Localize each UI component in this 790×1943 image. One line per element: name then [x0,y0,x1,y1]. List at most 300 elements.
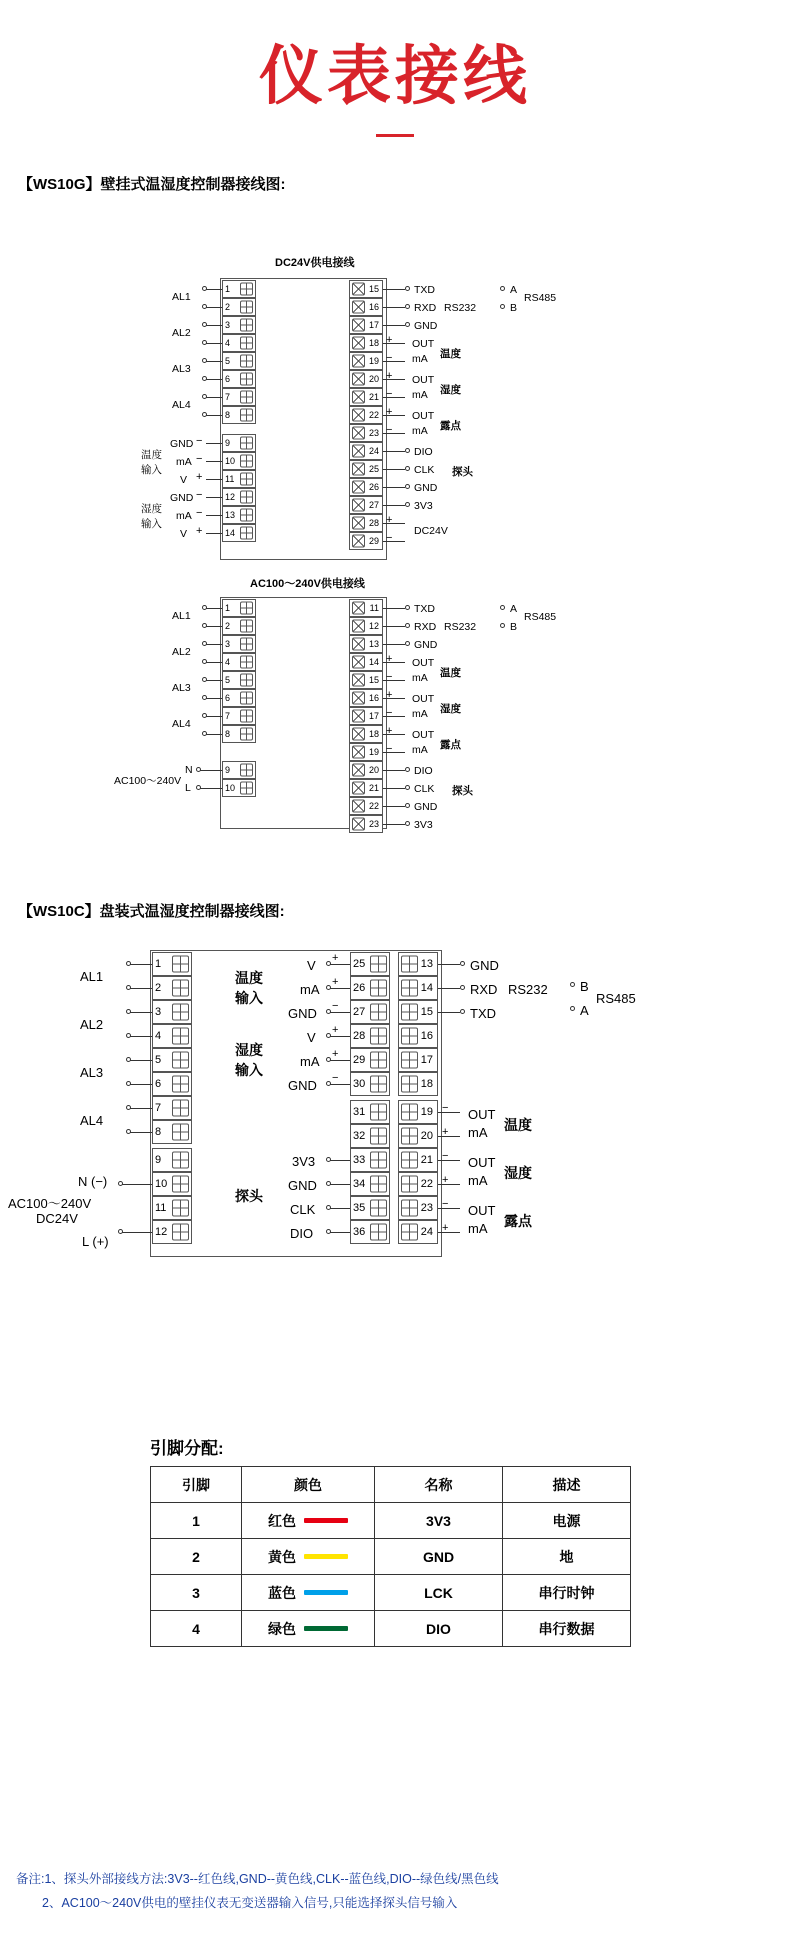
footer-note-2: 2、AC100～240V供电的壁挂仪表无变送器输入信号,只能选择探头信号输入 [42,1895,458,1910]
terminal-number: 18 [368,729,379,739]
right-label-ma-1: mA [468,1125,488,1140]
terminal-number: 11 [155,1202,167,1214]
terminal[interactable] [349,370,383,388]
right-label-temp: 温度 [440,667,461,679]
terminal-number: 11 [369,603,379,613]
terminal-number: 1 [155,958,162,970]
left-label-al3: AL3 [172,363,191,375]
terminal-number: 22 [368,410,379,420]
screw-icon [240,373,253,386]
terminal[interactable] [222,370,256,388]
mid-label-clk: CLK [290,1202,316,1217]
terminal[interactable] [152,952,192,976]
terminal-number: 9 [225,765,231,775]
right-label-gnd: GND [414,639,438,651]
mid-label-ma-2: mA [300,1054,320,1069]
pin-desc: 串行时钟 [503,1575,631,1611]
lead [383,487,405,488]
node [405,803,410,808]
terminal[interactable] [349,815,383,833]
terminal[interactable] [349,761,383,779]
terminal-number: 21 [368,392,379,402]
terminal[interactable] [350,1196,390,1220]
terminal[interactable] [398,952,438,976]
right-label-b: B [510,302,518,314]
lead [206,734,222,735]
left-label-al4: AL4 [172,399,191,411]
left-label-al3: AL3 [172,682,191,694]
terminal[interactable] [222,671,256,689]
terminal[interactable] [398,1048,438,1072]
terminal[interactable] [349,478,383,496]
lead [130,964,152,965]
screw-icon [352,692,365,705]
lead [438,964,460,965]
terminal[interactable] [398,1000,438,1024]
pin-color [242,1503,375,1539]
terminal-number: 12 [368,621,379,631]
node [500,286,505,291]
terminal[interactable] [222,779,256,797]
terminal[interactable] [349,406,383,424]
right-label-probe: 探头 [452,466,473,478]
sign-plus: + [386,406,393,418]
screw-icon [172,1052,189,1069]
lead [206,379,222,380]
right-label-dew: 露点 [440,420,461,432]
right-label-a: A [510,284,518,296]
lead [206,608,222,609]
terminal[interactable] [222,653,256,671]
screw-icon [352,301,365,314]
sign-plus: + [386,514,393,526]
right-label-out-2: OUT [412,693,435,705]
screw-icon [352,656,365,669]
lead [330,964,350,965]
node [405,466,410,471]
terminal[interactable] [349,532,383,550]
right-label-ma-2: mA [468,1173,488,1188]
sign-plus: + [196,525,203,537]
screw-icon [240,527,253,540]
node [202,322,207,327]
terminal-number: 20 [420,1130,433,1142]
terminal[interactable] [349,334,383,352]
terminal[interactable] [349,496,383,514]
screw-icon [401,1176,418,1193]
mid-label-v-1: V [307,958,316,973]
table-row [151,1611,631,1647]
screw-icon [352,728,365,741]
terminal-number: 27 [353,1006,366,1018]
terminal[interactable] [350,1220,390,1244]
terminal-number: 17 [368,320,379,330]
screw-icon [401,1104,418,1121]
sign-plus: + [332,1024,339,1036]
right-label-clk: CLK [414,783,435,795]
left-label-hum-input-2: 湿度 [141,503,162,515]
node [326,1081,331,1086]
terminal[interactable] [222,334,256,352]
screw-icon [352,355,365,368]
right-label-out-1: OUT [412,657,435,669]
screw-icon [352,499,365,512]
terminal[interactable] [222,406,256,424]
terminal[interactable] [398,1024,438,1048]
pin-number: 1 [151,1503,242,1539]
pin-color-name: 黄色 [268,1548,296,1565]
left-label-ac-supply: AC100～240V [8,1196,92,1211]
terminal[interactable] [350,1124,390,1148]
terminal[interactable] [222,280,256,298]
terminal-number: 2 [155,982,162,994]
node [126,1081,131,1086]
terminal[interactable] [222,316,256,334]
terminal-number: 17 [420,1054,433,1066]
pin-name: 3V3 [375,1503,503,1539]
terminal[interactable] [152,1096,192,1120]
terminal[interactable] [222,506,256,524]
node [326,1057,331,1062]
lead [330,1232,350,1233]
screw-icon [352,620,365,633]
screw-icon [240,437,253,450]
lead [206,325,222,326]
lead [383,824,405,825]
terminal[interactable] [349,298,383,316]
lead [438,1012,460,1013]
wire-swatch-red [304,1518,348,1523]
mid-label-input-1: 输入 [235,990,263,1006]
right-label-rxd: RXD [414,621,437,633]
left-label-ac-supply: AC100～240V [114,775,182,787]
right-label-ma-2: mA [412,389,428,401]
terminal-number: 4 [225,657,231,667]
node [126,1057,131,1062]
section-heading-ws10g: 【WS10G】壁挂式温湿度控制器接线图: [18,176,286,194]
sign-plus: + [386,689,393,701]
terminal-number: 32 [353,1130,366,1142]
terminal[interactable] [398,1172,438,1196]
sign-plus: + [386,370,393,382]
terminal-number: 22 [368,801,379,811]
terminal[interactable] [222,352,256,370]
lead [206,479,222,480]
terminal[interactable] [350,1172,390,1196]
pin-color [242,1575,375,1611]
terminal[interactable] [152,1148,192,1172]
terminal[interactable] [222,470,256,488]
terminal[interactable] [398,1148,438,1172]
lead [383,770,405,771]
terminal[interactable] [349,388,383,406]
terminal[interactable] [349,689,383,707]
lead [383,788,405,789]
terminal[interactable] [349,617,383,635]
lead [330,988,350,989]
sign-minus: − [442,1198,449,1210]
sign-plus: + [386,725,393,737]
terminal[interactable] [222,689,256,707]
right-label-ma-2: mA [412,708,428,720]
terminal[interactable] [222,707,256,725]
diagram-ws10g-dc24v [0,254,790,569]
table-header-row [151,1467,631,1503]
terminal[interactable] [349,725,383,743]
screw-icon [172,1028,189,1045]
terminal-number: 28 [368,518,379,528]
terminal[interactable] [349,460,383,478]
sign-minus: − [386,424,393,436]
screw-icon [240,764,253,777]
col-name: 名称 [375,1467,503,1503]
screw-icon [370,1152,387,1169]
node [326,1181,331,1186]
screw-icon [240,337,253,350]
terminal[interactable] [349,424,383,442]
terminal[interactable] [398,1072,438,1096]
col-desc: 描述 [503,1467,631,1503]
node [326,1229,331,1234]
terminal[interactable] [349,352,383,370]
diagram-caption-dc24v: DC24V供电接线 [275,257,355,269]
terminal[interactable] [398,1196,438,1220]
terminal[interactable] [349,707,383,725]
left-label-n: N [185,764,193,776]
terminal-number: 26 [368,482,379,492]
terminal[interactable] [349,514,383,532]
terminal-number: 23 [420,1202,433,1214]
lead [130,1084,152,1085]
right-label-temp: 温度 [504,1117,532,1133]
terminal-number: 7 [225,392,231,402]
node [202,376,207,381]
node [405,448,410,453]
screw-icon [240,409,253,422]
diagram-ws10c [0,942,790,1272]
terminal-number: 15 [368,284,379,294]
left-label-al2: AL2 [172,646,191,658]
terminal[interactable] [152,1024,192,1048]
terminal-number: 34 [353,1178,366,1190]
lead [206,644,222,645]
terminal-number: 2 [225,302,231,312]
terminal[interactable] [349,316,383,334]
lead [206,515,222,516]
sign-plus: + [196,471,203,483]
terminal-number: 15 [420,1006,433,1018]
screw-icon [352,764,365,777]
pin-number: 3 [151,1575,242,1611]
terminal-number: 31 [353,1106,366,1118]
screw-icon [172,1176,189,1193]
footer-notes [16,1868,499,1916]
terminal[interactable] [350,1100,390,1124]
right-label-dio: DIO [414,765,433,777]
terminal[interactable] [222,524,256,542]
screw-icon [352,337,365,350]
footer-note-1: 备注:1、探头外部接线方法:3V3--红色线,GND--黄色线,CLK--蓝色线,DIO--绿色线/黑色线 [16,1872,499,1886]
pin-name: GND [375,1539,503,1575]
terminal-number: 16 [368,302,379,312]
node [460,961,465,966]
terminal[interactable] [152,1000,192,1024]
terminal[interactable] [349,797,383,815]
node [405,623,410,628]
right-label-rxd: RXD [470,982,498,997]
right-label-ma-3: mA [468,1221,488,1236]
terminal[interactable] [349,671,383,689]
terminal[interactable] [350,1024,390,1048]
lead [330,1036,350,1037]
node [405,641,410,646]
pin-color [242,1539,375,1575]
sign-minus: − [196,507,203,519]
lead [383,644,405,645]
terminal-number: 14 [420,982,433,994]
terminal-number: 3 [155,1006,162,1018]
node [126,961,131,966]
terminal[interactable] [349,280,383,298]
right-label-ma-3: mA [412,744,428,756]
right-label-rs485: RS485 [524,292,557,304]
lead [330,1160,350,1161]
wire-swatch-blue [304,1590,348,1595]
terminal[interactable] [222,635,256,653]
terminal[interactable] [152,1196,192,1220]
terminal-number: 29 [368,536,379,546]
terminal-number: 10 [155,1178,168,1190]
terminal-number: 21 [368,783,379,793]
terminal-number: 9 [225,438,231,448]
terminal[interactable] [152,976,192,1000]
title-divider [376,134,414,137]
terminal[interactable] [349,779,383,797]
terminal[interactable] [152,1120,192,1144]
terminal-number: 5 [225,356,231,366]
terminal[interactable] [350,952,390,976]
screw-icon [240,355,253,368]
terminal[interactable] [350,1148,390,1172]
terminal[interactable] [349,442,383,460]
sign-minus: − [386,388,393,400]
terminal[interactable] [222,599,256,617]
terminal[interactable] [398,1100,438,1124]
terminal[interactable] [222,617,256,635]
terminal[interactable] [222,298,256,316]
right-label-rs232: RS232 [444,621,477,633]
node [118,1181,123,1186]
terminal-number: 16 [420,1030,433,1042]
lead [383,451,405,452]
terminal[interactable] [349,743,383,761]
terminal[interactable] [222,434,256,452]
node [202,641,207,646]
terminal[interactable] [350,1072,390,1096]
terminal[interactable] [222,725,256,743]
terminal[interactable] [222,761,256,779]
terminal-number: 6 [225,374,231,384]
lead [206,533,222,534]
terminal[interactable] [398,1124,438,1148]
terminal[interactable] [349,599,383,617]
right-label-hum: 湿度 [504,1165,532,1181]
screw-icon [240,602,253,615]
terminal[interactable] [398,976,438,1000]
lead [206,662,222,663]
terminal[interactable] [222,488,256,506]
mid-label-dio: DIO [290,1226,314,1241]
right-label-a: A [580,1003,589,1018]
terminal[interactable] [349,653,383,671]
screw-icon [401,1004,418,1021]
terminal[interactable] [152,1048,192,1072]
right-label-b: B [510,621,518,633]
terminal[interactable] [152,1220,192,1244]
screw-icon [240,656,253,669]
terminal[interactable] [222,452,256,470]
terminal[interactable] [350,1048,390,1072]
lead [206,497,222,498]
pin-number: 4 [151,1611,242,1647]
terminal[interactable] [222,388,256,406]
terminal-number: 27 [368,500,379,510]
lead [130,1108,152,1109]
terminal-number: 17 [368,711,379,721]
screw-icon [370,1200,387,1217]
pin-desc: 电源 [503,1503,631,1539]
node [326,1157,331,1162]
sign-plus: + [442,1174,449,1186]
screw-icon [172,1224,189,1241]
node [500,304,505,309]
screw-icon [352,445,365,458]
terminal[interactable] [152,1172,192,1196]
terminal-number: 7 [225,711,231,721]
table-row [151,1503,631,1539]
node [326,1009,331,1014]
screw-icon [172,1152,189,1169]
node [570,982,575,987]
node [126,1105,131,1110]
screw-icon [240,301,253,314]
node [126,1033,131,1038]
terminal-number: 15 [368,675,379,685]
screw-icon [401,1052,418,1069]
terminal[interactable] [350,976,390,1000]
lead [383,325,405,326]
sign-minus: − [442,1150,449,1162]
screw-icon [172,1200,189,1217]
terminal-number: 12 [225,492,236,502]
terminal[interactable] [350,1000,390,1024]
mid-label-gnd-3: GND [288,1178,317,1193]
col-pin: 引脚 [151,1467,242,1503]
lead [206,626,222,627]
sign-minus: − [196,489,203,501]
wire-swatch-yellow [304,1554,348,1559]
sign-minus: − [386,352,393,364]
terminal[interactable] [152,1072,192,1096]
terminal-number: 6 [225,693,231,703]
terminal[interactable] [398,1220,438,1244]
lead [206,443,222,444]
screw-icon [352,481,365,494]
terminal[interactable] [349,635,383,653]
terminal-number: 23 [368,819,379,829]
terminal-number: 6 [155,1078,162,1090]
terminal-number: 8 [155,1126,162,1138]
